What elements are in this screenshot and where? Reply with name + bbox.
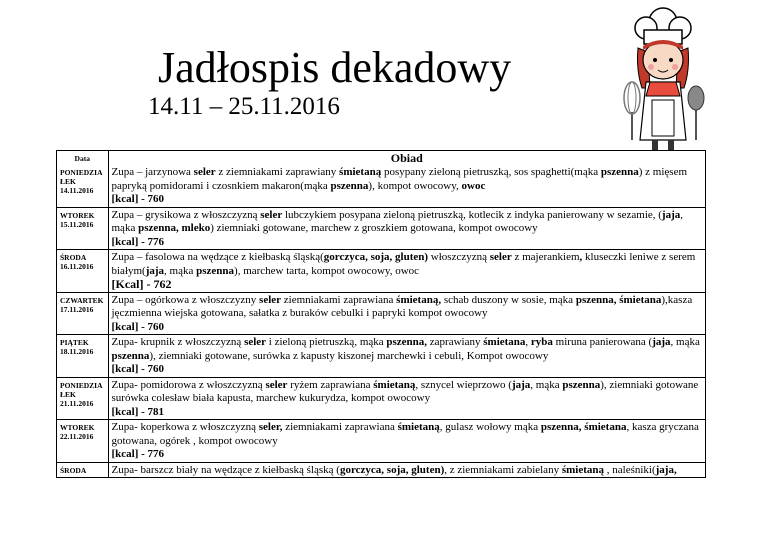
- meal-cell: [108, 207, 706, 250]
- day-cell: [57, 250, 109, 293]
- allergen-text: owoc: [461, 179, 486, 192]
- meal-cell: [108, 420, 706, 463]
- table-row: [57, 292, 706, 335]
- meal-description: Zupa – jarzynowa seler z ziemniakami zaprawiany śmietaną posypany zieloną pietruszką, sos spaghetti(mąka pszenna) z mięsem papryką pomidorami i czosnkiem makaron(mąka pszenna), kompot owocowy, owoc: [111, 166, 688, 192]
- allergen-text: seler: [259, 293, 282, 306]
- allergen-text: seler,: [258, 421, 283, 433]
- table-row: [57, 420, 706, 463]
- day-name: WTOREK: [60, 423, 95, 432]
- day-cell: [57, 165, 109, 207]
- table-row: [57, 377, 706, 420]
- allergen-text: śmietana: [483, 336, 526, 348]
- allergen-text: ryba: [530, 336, 553, 348]
- meal-description: Zupa – grysikowa z włoszczyzną seler lubczykiem posypana zieloną pietruszką, kotlecik z indyka panierowany w sezamie, (jaja, mąka pszenna, mleko) ziemniaki gotowane, marchew z groszkiem gotowana, kompot owocowy: [111, 208, 683, 234]
- allergen-text: seler: [260, 208, 283, 221]
- allergen-text: pszenna: [562, 378, 601, 391]
- whisk-icon: [624, 82, 640, 140]
- header-meal-label: Obiad: [390, 151, 423, 165]
- day-cell: [57, 420, 109, 463]
- day-name: PONIEDZIA ŁEK: [60, 168, 103, 186]
- meal-cell: [108, 250, 706, 293]
- allergen-text: jaja,: [655, 463, 677, 476]
- allergen-text: śmietaną: [339, 166, 382, 178]
- meal-cell: [108, 335, 706, 378]
- kcal-value: [kcal] - 776: [111, 448, 165, 460]
- allergen-text: seler: [489, 251, 512, 263]
- allergen-text: śmietaną: [561, 463, 604, 476]
- allergen-text: seler: [244, 336, 267, 348]
- allergen-text: jaja: [652, 336, 671, 348]
- allergen-text: jaja: [511, 378, 531, 391]
- allergen-text: pszenna: [196, 264, 235, 277]
- meal-cell: [108, 462, 706, 478]
- allergen-text: pszenna, śmietana: [540, 421, 627, 433]
- day-cell: [57, 207, 109, 250]
- allergen-text: ,: [579, 251, 583, 263]
- meal-cell: [108, 165, 706, 207]
- page-title: Jadłospis dekadowy: [158, 43, 512, 92]
- allergen-text: śmietaną,: [396, 293, 442, 306]
- meal-cell: [108, 292, 706, 335]
- chef-illustration: [608, 0, 718, 152]
- day-cell: [57, 335, 109, 378]
- ladle-icon: [688, 86, 704, 140]
- header-date-label: Data: [74, 154, 90, 163]
- day-date: 14.11.2016: [60, 186, 94, 195]
- kcal-value: [kcal] - 760: [111, 363, 165, 375]
- meal-description: Zupa- krupnik z włoszczyzną seler i zieloną pietruszką, mąka pszenna, zaprawiany śmietana, ryba miruna panierowana (jaja, mąka pszenna), ziemniaki gotowane, surówka z kapusty kiszonej marchewki i cebuli, Kompot owocowy: [111, 336, 700, 362]
- meal-description: Zupa – ogórkowa z włoszczyzny seler ziemniakami zaprawiana śmietaną, schab duszony w sosie, mąka pszenna, śmietana),kasza jęczmienna wiejska gotowana, sałatka z buraków cebulki i papryki kompot owocowy: [111, 293, 693, 319]
- meal-description: Zupa- barszcz biały na wędzące z kiełbaską śląską (gorczyca, soja, gluten), z ziemniakami zabielany śmietaną , naleśniki(jaja,: [111, 463, 677, 476]
- day-date: 16.11.2016: [60, 262, 94, 271]
- allergen-text: pszenna, śmietana: [575, 293, 662, 306]
- day-name: ŚRODA: [60, 253, 87, 262]
- allergen-text: jaja: [661, 208, 681, 221]
- day-name: ŚRODA: [60, 465, 87, 475]
- allergen-text: pszenna: [330, 179, 369, 192]
- day-name: PONIEDZIA ŁEK: [60, 380, 103, 399]
- table-row: [57, 250, 706, 293]
- meal-description: Zupa- koperkowa z włoszczyzną seler, ziemniakami zaprawiana śmietaną, gulasz wołowy mąka pszenna, śmietana, kasza gryczana gotowana, ogórek , kompot owocowy: [111, 421, 699, 447]
- table-row: [57, 165, 706, 207]
- menu-table-body: [57, 151, 706, 478]
- day-cell: [57, 462, 109, 478]
- table-row: [57, 462, 706, 478]
- day-name: CZWARTEK: [60, 295, 104, 305]
- day-cell: [57, 292, 109, 335]
- allergen-text: jaja: [145, 264, 165, 277]
- kcal-value: [kcal] - 776: [111, 235, 165, 248]
- allergen-text: pszenna, mleko: [138, 222, 211, 234]
- kcal-value: [kcal] - 760: [111, 320, 165, 333]
- table-row: [57, 335, 706, 378]
- date-range: 14.11 – 25.11.2016: [148, 93, 340, 120]
- allergen-text: śmietaną: [397, 421, 440, 433]
- allergen-text: śmietaną: [373, 378, 416, 391]
- kcal-value: [kcal] - 760: [111, 193, 165, 205]
- header-meal-cell: [108, 151, 706, 166]
- allergen-text: gorczyca, soja, gluten): [323, 251, 429, 263]
- table-row: [57, 207, 706, 250]
- allergen-text: pszenna: [111, 349, 150, 362]
- allergen-text: pszenna: [600, 166, 639, 178]
- day-date: 15.11.2016: [60, 219, 94, 229]
- allergen-text: seler: [265, 378, 288, 391]
- allergen-text: pszenna,: [386, 336, 428, 348]
- day-date: 22.11.2016: [60, 432, 94, 441]
- day-date: 21.11.2016: [60, 398, 94, 408]
- allergen-text: seler: [193, 166, 216, 178]
- day-name: PIĄTEK: [60, 338, 89, 347]
- kcal-value: [Kcal] - 762: [111, 277, 172, 291]
- day-cell: [57, 377, 109, 420]
- day-date: 18.11.2016: [60, 347, 94, 356]
- meal-cell: [108, 377, 706, 420]
- table-header-row: [57, 151, 706, 166]
- chef-hat-icon: [635, 8, 691, 44]
- allergen-text: gorczyca, soja, gluten): [339, 463, 445, 476]
- kcal-value: [kcal] - 781: [111, 405, 165, 418]
- meal-description: Zupa – fasolowa na wędzące z kiełbaską śląską(gorczyca, soja, gluten) włoszczyzną seler z majerankiem, kluseczki leniwe z serem białym(jaja, mąka pszenna), marchew tarta, kompot owocowy, owoc: [111, 251, 696, 277]
- header-date-cell: [57, 151, 109, 166]
- day-date: 17.11.2016: [60, 304, 94, 314]
- meal-description: Zupa- pomidorowa z włoszczyzną seler ryżem zaprawiana śmietaną, sznycel wieprzowo (jaja, mąka pszenna), ziemniaki gotowane surówka colesław biała kapusta, marchew kukurydza, kompot owocowy: [111, 378, 699, 404]
- menu-table: [56, 150, 706, 478]
- day-name: WTOREK: [60, 210, 95, 220]
